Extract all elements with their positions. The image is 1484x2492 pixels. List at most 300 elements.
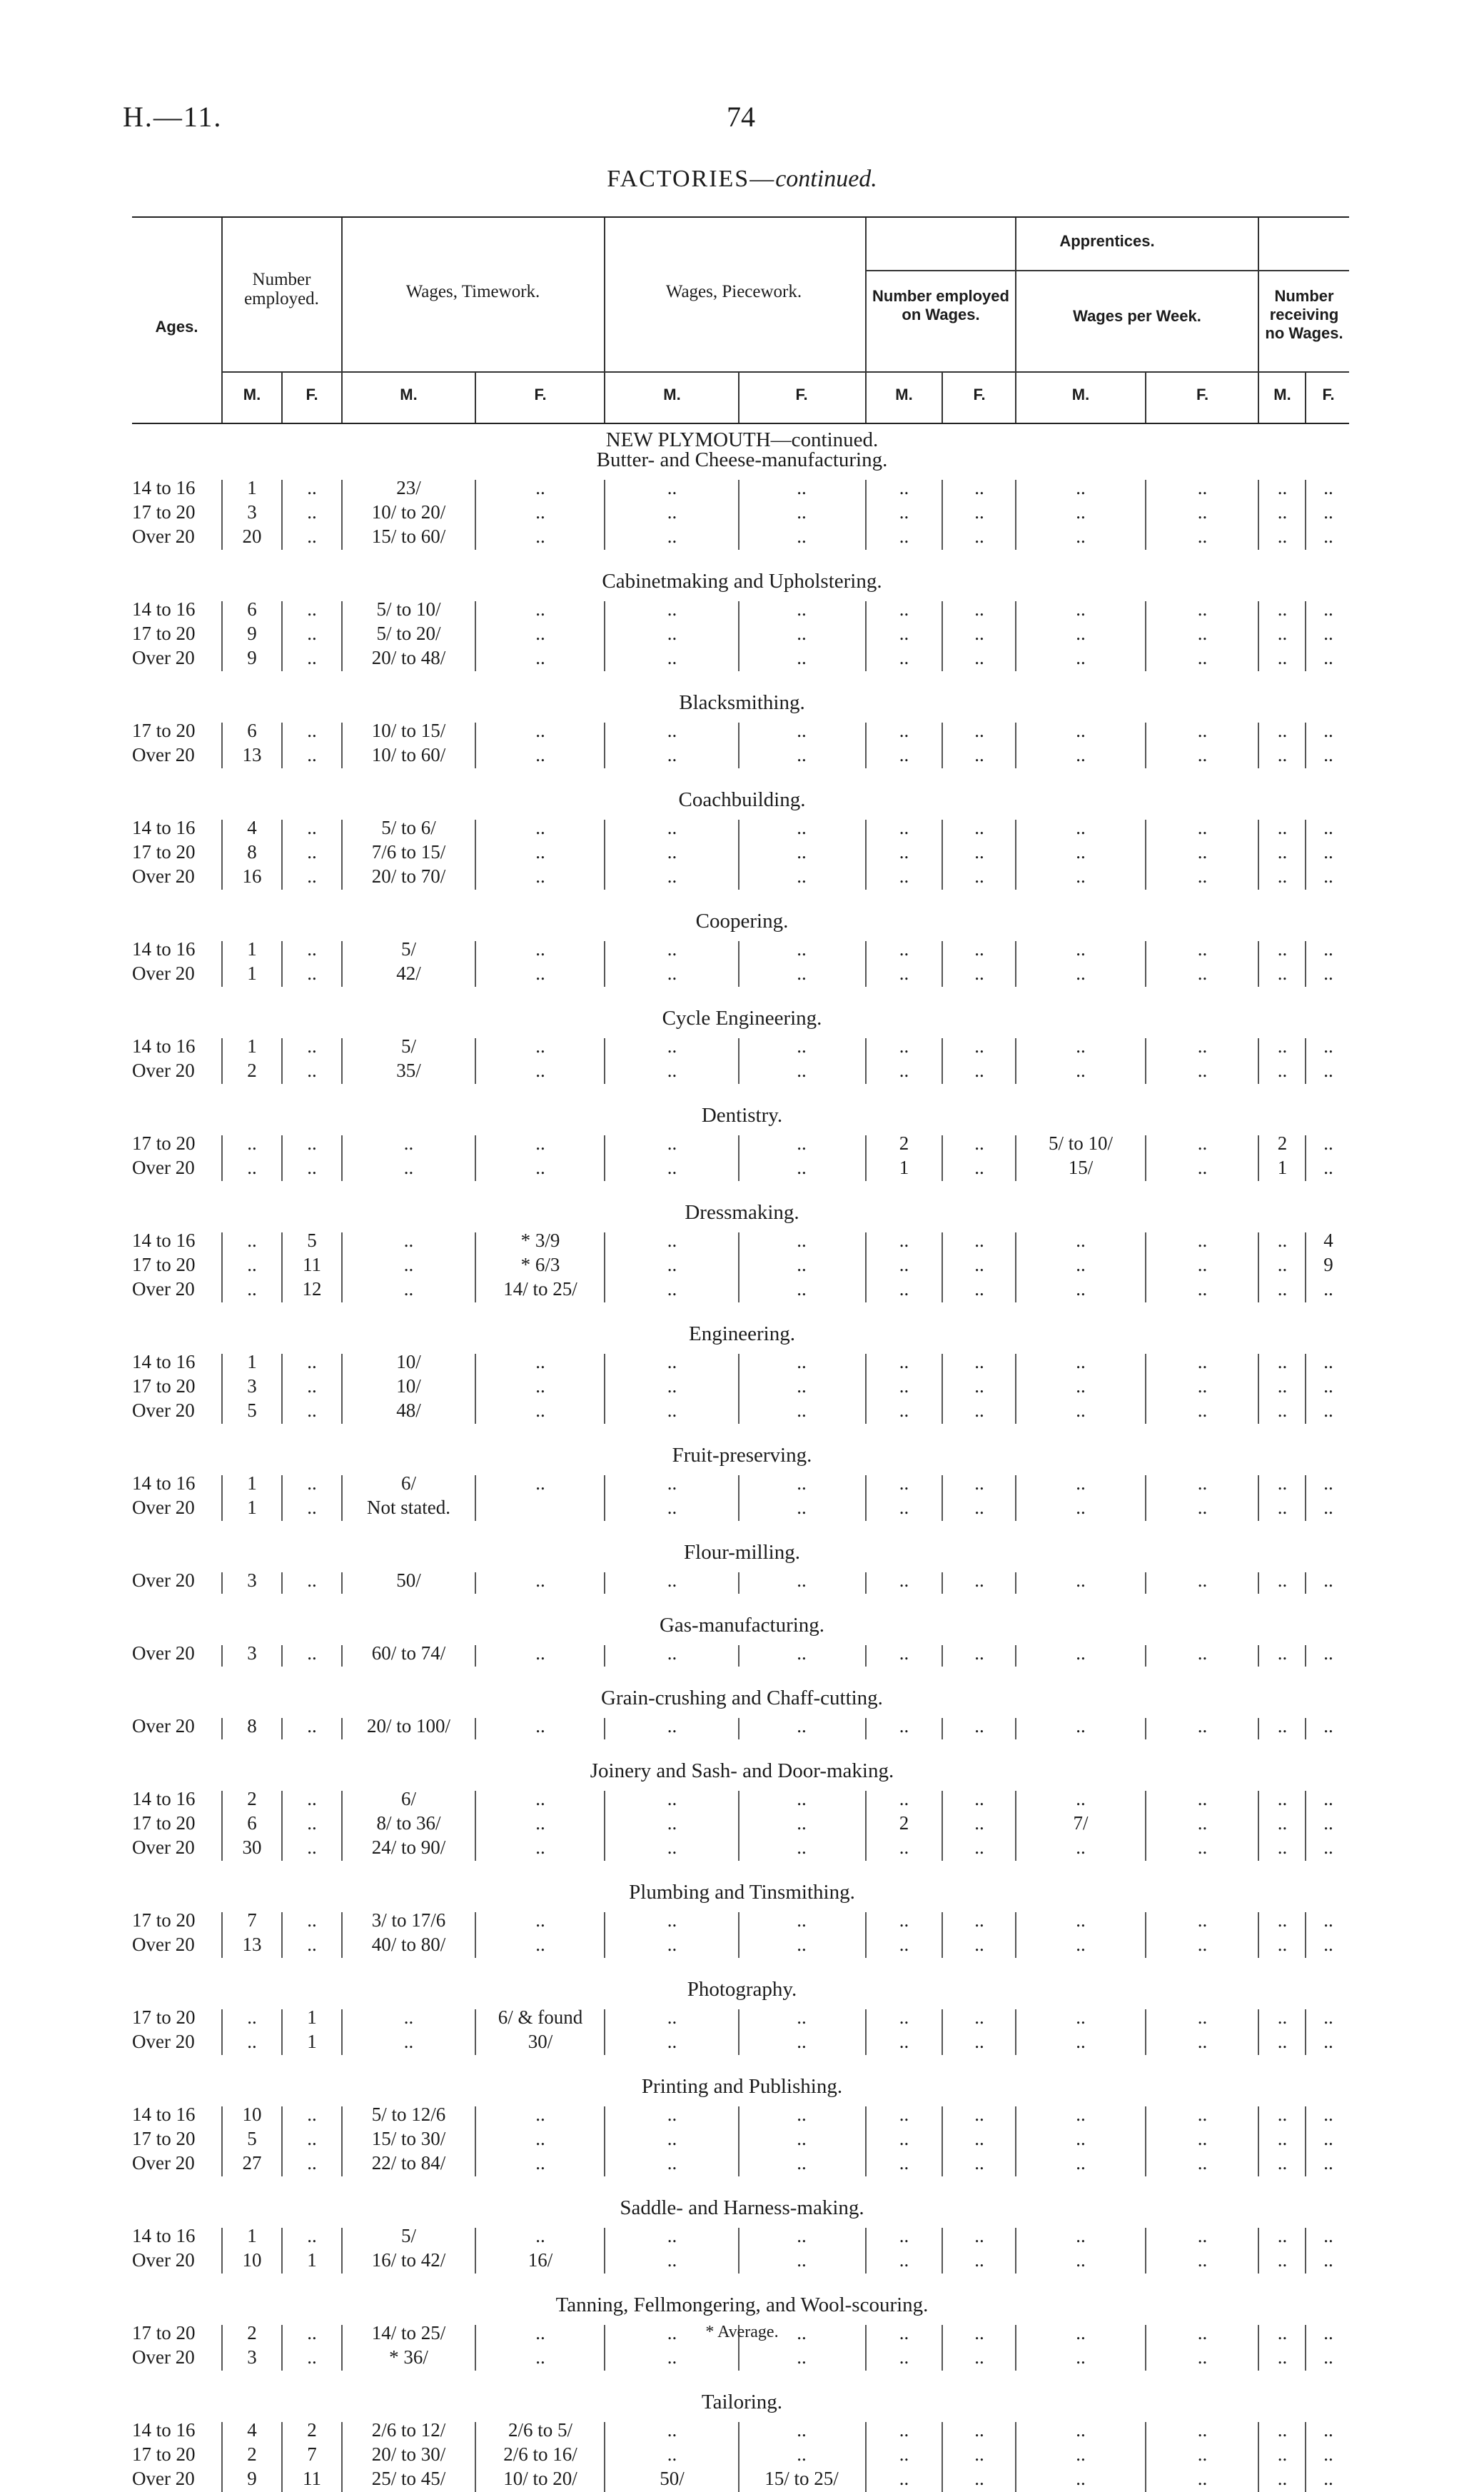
data-cell: .. — [1076, 2104, 1086, 2125]
data-cell: .. — [797, 1642, 807, 1664]
data-cell: .. — [667, 2225, 677, 2246]
data-cell: .. — [974, 2322, 984, 2343]
section-title: Joinery and Sash- and Door-making. — [590, 1759, 894, 1782]
data-cell: .. — [1197, 2031, 1208, 2052]
age-group-cell: 14 to 16 — [132, 2225, 196, 2246]
column-separator — [1258, 820, 1259, 890]
column-separator — [341, 2422, 343, 2492]
data-cell: .. — [1323, 2468, 1333, 2489]
data-cell: .. — [307, 938, 317, 960]
data-cell: .. — [307, 1788, 317, 1809]
column-separator — [1015, 820, 1016, 890]
data-cell: 2 — [1277, 1132, 1288, 1154]
column-separator — [281, 2106, 283, 2176]
data-cell: .. — [1076, 720, 1086, 741]
column-separator — [475, 1718, 476, 1739]
data-cell: 10/ to 20/ — [503, 2468, 577, 2489]
column-separator — [281, 2009, 283, 2055]
data-cell: .. — [307, 2322, 317, 2343]
data-cell: .. — [1076, 1278, 1086, 1300]
column-separator — [281, 1038, 283, 1084]
data-cell: .. — [1197, 1254, 1208, 1275]
section-title: Fruit-preserving. — [672, 1444, 812, 1467]
data-cell: .. — [535, 1642, 545, 1664]
data-cell: .. — [974, 2031, 984, 2052]
data-cell: .. — [1076, 2006, 1086, 2028]
column-separator — [1145, 1475, 1146, 1521]
data-cell: .. — [1277, 1400, 1288, 1421]
column-separator — [341, 1232, 343, 1302]
data-cell: 9 — [1323, 1254, 1333, 1275]
data-cell: .. — [974, 1909, 984, 1931]
data-cell: 1 — [899, 1157, 909, 1178]
data-cell: .. — [1277, 501, 1288, 523]
header-hline — [223, 371, 865, 373]
data-cell: .. — [1323, 647, 1333, 668]
column-separator — [1145, 2106, 1146, 2176]
data-cell: * 36/ — [389, 2346, 428, 2368]
column-separator — [1258, 1038, 1259, 1084]
data-cell: 4 — [247, 817, 257, 838]
data-cell: .. — [797, 477, 807, 498]
data-cell: .. — [899, 2152, 909, 2174]
column-separator — [1305, 1135, 1306, 1181]
data-cell: .. — [1323, 1837, 1333, 1858]
data-cell: .. — [1323, 963, 1333, 984]
age-group-cell: 14 to 16 — [132, 1230, 196, 1251]
column-separator — [1145, 941, 1146, 987]
column-separator — [604, 1038, 605, 1084]
column-separator — [942, 2228, 943, 2274]
data-cell: .. — [1197, 2419, 1208, 2441]
data-cell: .. — [1277, 526, 1288, 547]
data-cell: .. — [1323, 2152, 1333, 2174]
column-separator — [604, 1232, 605, 1302]
data-cell: .. — [1323, 2031, 1333, 2052]
data-cell: .. — [667, 1400, 677, 1421]
data-cell: 13 — [242, 744, 262, 765]
data-cell: .. — [667, 2152, 677, 2174]
data-cell: .. — [974, 1837, 984, 1858]
data-cell: .. — [1076, 938, 1086, 960]
header-vline — [865, 218, 867, 423]
age-group-cell: 14 to 16 — [132, 477, 196, 498]
age-group-cell: Over 20 — [132, 2346, 195, 2368]
column-separator — [1145, 2009, 1146, 2055]
region-title: NEW PLYMOUTH—continued. — [605, 428, 879, 451]
data-cell: .. — [1277, 2225, 1288, 2246]
data-cell: .. — [307, 1909, 317, 1931]
data-cell: 15/ to 30/ — [371, 2128, 446, 2149]
data-cell: 1 — [247, 1035, 257, 1057]
data-cell: .. — [974, 1035, 984, 1057]
age-group-cell: 14 to 16 — [132, 1472, 196, 1494]
data-cell: .. — [247, 1230, 257, 1251]
data-cell: .. — [535, 598, 545, 620]
column-separator — [865, 1572, 867, 1594]
column-separator — [281, 1791, 283, 1861]
data-cell: .. — [797, 2104, 807, 2125]
data-cell: .. — [1197, 2128, 1208, 2149]
column-separator — [865, 2009, 867, 2055]
data-cell: 35/ — [396, 1060, 421, 1081]
data-cell: .. — [899, 477, 909, 498]
data-cell: .. — [899, 1060, 909, 1081]
data-cell: .. — [974, 2128, 984, 2149]
data-cell: Not stated. — [367, 1497, 450, 1518]
data-cell: .. — [797, 1400, 807, 1421]
column-separator — [221, 2106, 223, 2176]
data-cell: .. — [1277, 647, 1288, 668]
header-vline — [475, 373, 476, 423]
column-separator — [1145, 1232, 1146, 1302]
data-cell: .. — [1277, 2443, 1288, 2465]
data-cell: 1 — [247, 1497, 257, 1518]
data-cell: .. — [535, 963, 545, 984]
data-cell: .. — [974, 526, 984, 547]
data-cell: .. — [974, 1472, 984, 1494]
column-separator — [281, 601, 283, 671]
data-cell: .. — [1076, 2128, 1086, 2149]
data-cell: .. — [1323, 1132, 1333, 1154]
data-cell: .. — [535, 647, 545, 668]
data-cell: .. — [667, 1642, 677, 1664]
data-cell: .. — [974, 1375, 984, 1397]
data-cell: 16/ to 42/ — [371, 2249, 446, 2271]
data-cell: .. — [1076, 598, 1086, 620]
data-cell: .. — [667, 1230, 677, 1251]
section-title: Engineering. — [689, 1322, 795, 1345]
data-cell: .. — [535, 1375, 545, 1397]
column-separator — [738, 1038, 740, 1084]
data-cell: .. — [797, 2006, 807, 2028]
data-cell: 3 — [247, 1375, 257, 1397]
data-cell: .. — [307, 501, 317, 523]
data-cell: 2 — [899, 1132, 909, 1154]
data-cell: 5/ to 20/ — [376, 623, 441, 644]
column-separator — [604, 1354, 605, 1424]
data-cell: .. — [899, 1035, 909, 1057]
data-cell: 8 — [247, 1715, 257, 1737]
column-separator — [738, 480, 740, 550]
data-cell: .. — [667, 841, 677, 863]
column-separator — [281, 723, 283, 768]
section-title: Dentistry. — [701, 1104, 783, 1127]
data-cell: .. — [535, 501, 545, 523]
data-cell: .. — [899, 2322, 909, 2343]
column-separator — [281, 480, 283, 550]
data-cell: .. — [1323, 1157, 1333, 1178]
column-separator — [1305, 2228, 1306, 2274]
data-cell: .. — [797, 1837, 807, 1858]
data-cell: 24/ to 90/ — [371, 1837, 446, 1858]
data-cell: 12 — [302, 1278, 322, 1300]
data-cell: .. — [667, 744, 677, 765]
column-separator — [281, 2422, 283, 2492]
data-cell: .. — [899, 2225, 909, 2246]
column-separator — [1305, 1572, 1306, 1594]
data-cell: .. — [1277, 1788, 1288, 1809]
data-cell: .. — [797, 2322, 807, 2343]
column-separator — [221, 1718, 223, 1739]
data-cell: 1 — [247, 2225, 257, 2246]
data-cell: .. — [307, 477, 317, 498]
data-cell: .. — [307, 963, 317, 984]
data-cell: .. — [974, 501, 984, 523]
data-cell: .. — [1323, 2104, 1333, 2125]
data-cell: 2/6 to 5/ — [508, 2419, 572, 2441]
column-separator — [341, 601, 343, 671]
header-hline — [867, 371, 1349, 373]
column-separator — [1258, 1645, 1259, 1667]
column-separator — [738, 820, 740, 890]
column-separator — [341, 1354, 343, 1424]
data-cell: .. — [307, 2152, 317, 2174]
column-separator — [281, 1354, 283, 1424]
column-separator — [738, 2106, 740, 2176]
data-cell: .. — [899, 963, 909, 984]
column-separator — [738, 1135, 740, 1181]
data-cell: .. — [667, 1035, 677, 1057]
data-cell: .. — [307, 1837, 317, 1858]
age-group-cell: 17 to 20 — [132, 2128, 196, 2149]
data-cell: .. — [974, 2006, 984, 2028]
data-cell: .. — [1323, 1035, 1333, 1057]
data-cell: 9 — [247, 647, 257, 668]
header-hline — [867, 270, 1349, 271]
age-group-cell: 17 to 20 — [132, 2322, 196, 2343]
age-group-cell: Over 20 — [132, 744, 195, 765]
column-separator — [738, 1912, 740, 1958]
section-title: Butter- and Cheese-manufacturing. — [596, 448, 888, 471]
data-cell: 8/ to 36/ — [376, 1812, 441, 1834]
column-separator — [942, 1791, 943, 1861]
document-reference: H.—11. — [123, 101, 223, 133]
column-separator — [1258, 1354, 1259, 1424]
data-cell: 5/ to 10/ — [1048, 1132, 1113, 1154]
column-separator — [1015, 1475, 1016, 1521]
data-cell: .. — [1076, 1837, 1086, 1858]
data-cell: 14/ to 25/ — [371, 2322, 446, 2343]
column-separator — [221, 601, 223, 671]
data-cell: .. — [667, 963, 677, 984]
data-cell: .. — [1277, 1497, 1288, 1518]
age-group-cell: 14 to 16 — [132, 2104, 196, 2125]
data-cell: .. — [899, 2468, 909, 2489]
column-separator — [475, 1135, 476, 1181]
data-cell: .. — [974, 623, 984, 644]
column-separator — [281, 1232, 283, 1302]
data-cell: .. — [899, 2419, 909, 2441]
section-title: Gas-manufacturing. — [659, 1614, 825, 1637]
age-group-cell: 17 to 20 — [132, 1909, 196, 1931]
data-cell: 1 — [247, 1472, 257, 1494]
data-cell: .. — [1277, 2006, 1288, 2028]
data-cell: 6/ — [400, 1472, 416, 1494]
data-cell: 7 — [307, 2443, 317, 2465]
data-cell: .. — [1076, 963, 1086, 984]
data-cell: .. — [1197, 2443, 1208, 2465]
data-cell: .. — [1197, 2346, 1208, 2368]
column-separator — [1305, 601, 1306, 671]
column-separator — [1145, 601, 1146, 671]
data-cell: .. — [899, 623, 909, 644]
data-cell: .. — [797, 1035, 807, 1057]
data-cell: .. — [899, 720, 909, 741]
data-cell: .. — [1323, 1060, 1333, 1081]
section-title: Dressmaking. — [685, 1201, 799, 1224]
data-cell: 1 — [307, 2249, 317, 2271]
data-cell: .. — [1323, 1497, 1333, 1518]
column-separator — [1015, 723, 1016, 768]
data-cell: .. — [974, 2419, 984, 2441]
column-separator — [1258, 723, 1259, 768]
data-cell: 6 — [247, 1812, 257, 1834]
column-separator — [604, 1791, 605, 1861]
data-cell: 5/ — [400, 938, 416, 960]
column-separator — [1258, 1791, 1259, 1861]
data-cell: .. — [535, 865, 545, 887]
data-cell: .. — [307, 2104, 317, 2125]
data-cell: .. — [1076, 2346, 1086, 2368]
column-separator — [475, 1475, 476, 1521]
data-cell: .. — [797, 2346, 807, 2368]
column-separator — [942, 2106, 943, 2176]
data-cell: .. — [667, 1254, 677, 1275]
data-cell: .. — [535, 1909, 545, 1931]
column-separator — [942, 480, 943, 550]
data-cell: .. — [403, 1254, 414, 1275]
data-cell: .. — [403, 1132, 414, 1154]
data-cell: .. — [899, 1934, 909, 1955]
data-cell: .. — [667, 1788, 677, 1809]
data-cell: .. — [535, 1472, 545, 1494]
data-cell: .. — [974, 1254, 984, 1275]
data-cell: .. — [307, 720, 317, 741]
column-separator — [604, 1645, 605, 1667]
column-separator — [341, 2228, 343, 2274]
male-subheader: M. — [243, 386, 261, 403]
data-cell: 1 — [307, 2031, 317, 2052]
data-cell: .. — [797, 1351, 807, 1372]
data-cell: 6/ — [400, 1788, 416, 1809]
data-cell: .. — [667, 2443, 677, 2465]
column-separator — [1305, 2009, 1306, 2055]
header-vline — [221, 218, 223, 423]
data-cell: 1 — [247, 938, 257, 960]
data-cell: .. — [797, 1132, 807, 1154]
data-cell: .. — [797, 1278, 807, 1300]
data-cell: .. — [307, 1497, 317, 1518]
data-cell: .. — [1197, 817, 1208, 838]
column-separator — [738, 1572, 740, 1594]
data-cell: .. — [1323, 1569, 1333, 1591]
data-cell: .. — [1277, 1375, 1288, 1397]
data-cell: .. — [1076, 2152, 1086, 2174]
data-cell: .. — [899, 2249, 909, 2271]
data-cell: .. — [667, 2322, 677, 2343]
data-cell: .. — [307, 1400, 317, 1421]
data-cell: .. — [535, 1060, 545, 1081]
data-cell: .. — [1277, 1254, 1288, 1275]
data-cell: .. — [1323, 2006, 1333, 2028]
data-cell: .. — [1076, 501, 1086, 523]
data-cell: 2 — [247, 2443, 257, 2465]
data-cell: .. — [797, 2152, 807, 2174]
column-separator — [221, 1038, 223, 1084]
data-cell: .. — [1197, 1715, 1208, 1737]
column-separator — [942, 941, 943, 987]
data-cell: .. — [403, 1278, 414, 1300]
column-separator — [1145, 1354, 1146, 1424]
column-separator — [865, 601, 867, 671]
data-cell: .. — [667, 1472, 677, 1494]
column-separator — [865, 1135, 867, 1181]
column-separator — [281, 1475, 283, 1521]
col-number-employed: Number employed. — [244, 270, 319, 308]
data-cell: .. — [1277, 1351, 1288, 1372]
data-cell: 10 — [242, 2249, 262, 2271]
column-separator — [1145, 2228, 1146, 2274]
column-separator — [475, 2422, 476, 2492]
data-cell: 20/ to 100/ — [366, 1715, 450, 1737]
data-cell: .. — [797, 1934, 807, 1955]
data-cell: 48/ — [396, 1400, 421, 1421]
female-subheader: F. — [534, 386, 547, 403]
data-cell: .. — [1323, 1375, 1333, 1397]
column-separator — [604, 601, 605, 671]
column-separator — [221, 2422, 223, 2492]
age-group-cell: Over 20 — [132, 2152, 195, 2174]
data-cell: .. — [899, 1254, 909, 1275]
data-cell: .. — [535, 1934, 545, 1955]
data-cell: .. — [403, 1230, 414, 1251]
data-cell: * 3/9 — [520, 1230, 560, 1251]
column-separator — [604, 1135, 605, 1181]
data-cell: .. — [899, 1909, 909, 1931]
data-cell: .. — [899, 744, 909, 765]
data-cell: .. — [797, 526, 807, 547]
data-cell: 7/6 to 15/ — [371, 841, 446, 863]
col-wages-piecework: Wages, Piecework. — [665, 282, 802, 301]
column-separator — [865, 1354, 867, 1424]
column-separator — [738, 723, 740, 768]
column-separator — [221, 1912, 223, 1958]
column-separator — [865, 820, 867, 890]
age-group-cell: Over 20 — [132, 2468, 195, 2489]
data-cell: .. — [1323, 2322, 1333, 2343]
data-cell: .. — [1323, 841, 1333, 863]
data-cell: .. — [974, 1497, 984, 1518]
data-cell: .. — [797, 1254, 807, 1275]
section-title: Plumbing and Tinsmithing. — [629, 1881, 855, 1904]
data-cell: .. — [307, 1812, 317, 1834]
page-title — [0, 166, 1484, 193]
data-cell: .. — [667, 477, 677, 498]
data-cell: 1 — [247, 1351, 257, 1372]
column-separator — [865, 1475, 867, 1521]
section-title: Tanning, Fellmongering, and Wool-scouring. — [555, 2293, 929, 2316]
data-cell: 50/ — [396, 1569, 421, 1591]
data-cell: .. — [1197, 1909, 1208, 1931]
column-separator — [341, 723, 343, 768]
col-apprentices-no-wages: Number receiving no Wages. — [1265, 287, 1343, 342]
data-cell: .. — [1076, 647, 1086, 668]
data-cell: 5/ — [400, 1035, 416, 1057]
data-cell: .. — [797, 598, 807, 620]
data-cell: .. — [974, 1934, 984, 1955]
data-cell: .. — [797, 720, 807, 741]
